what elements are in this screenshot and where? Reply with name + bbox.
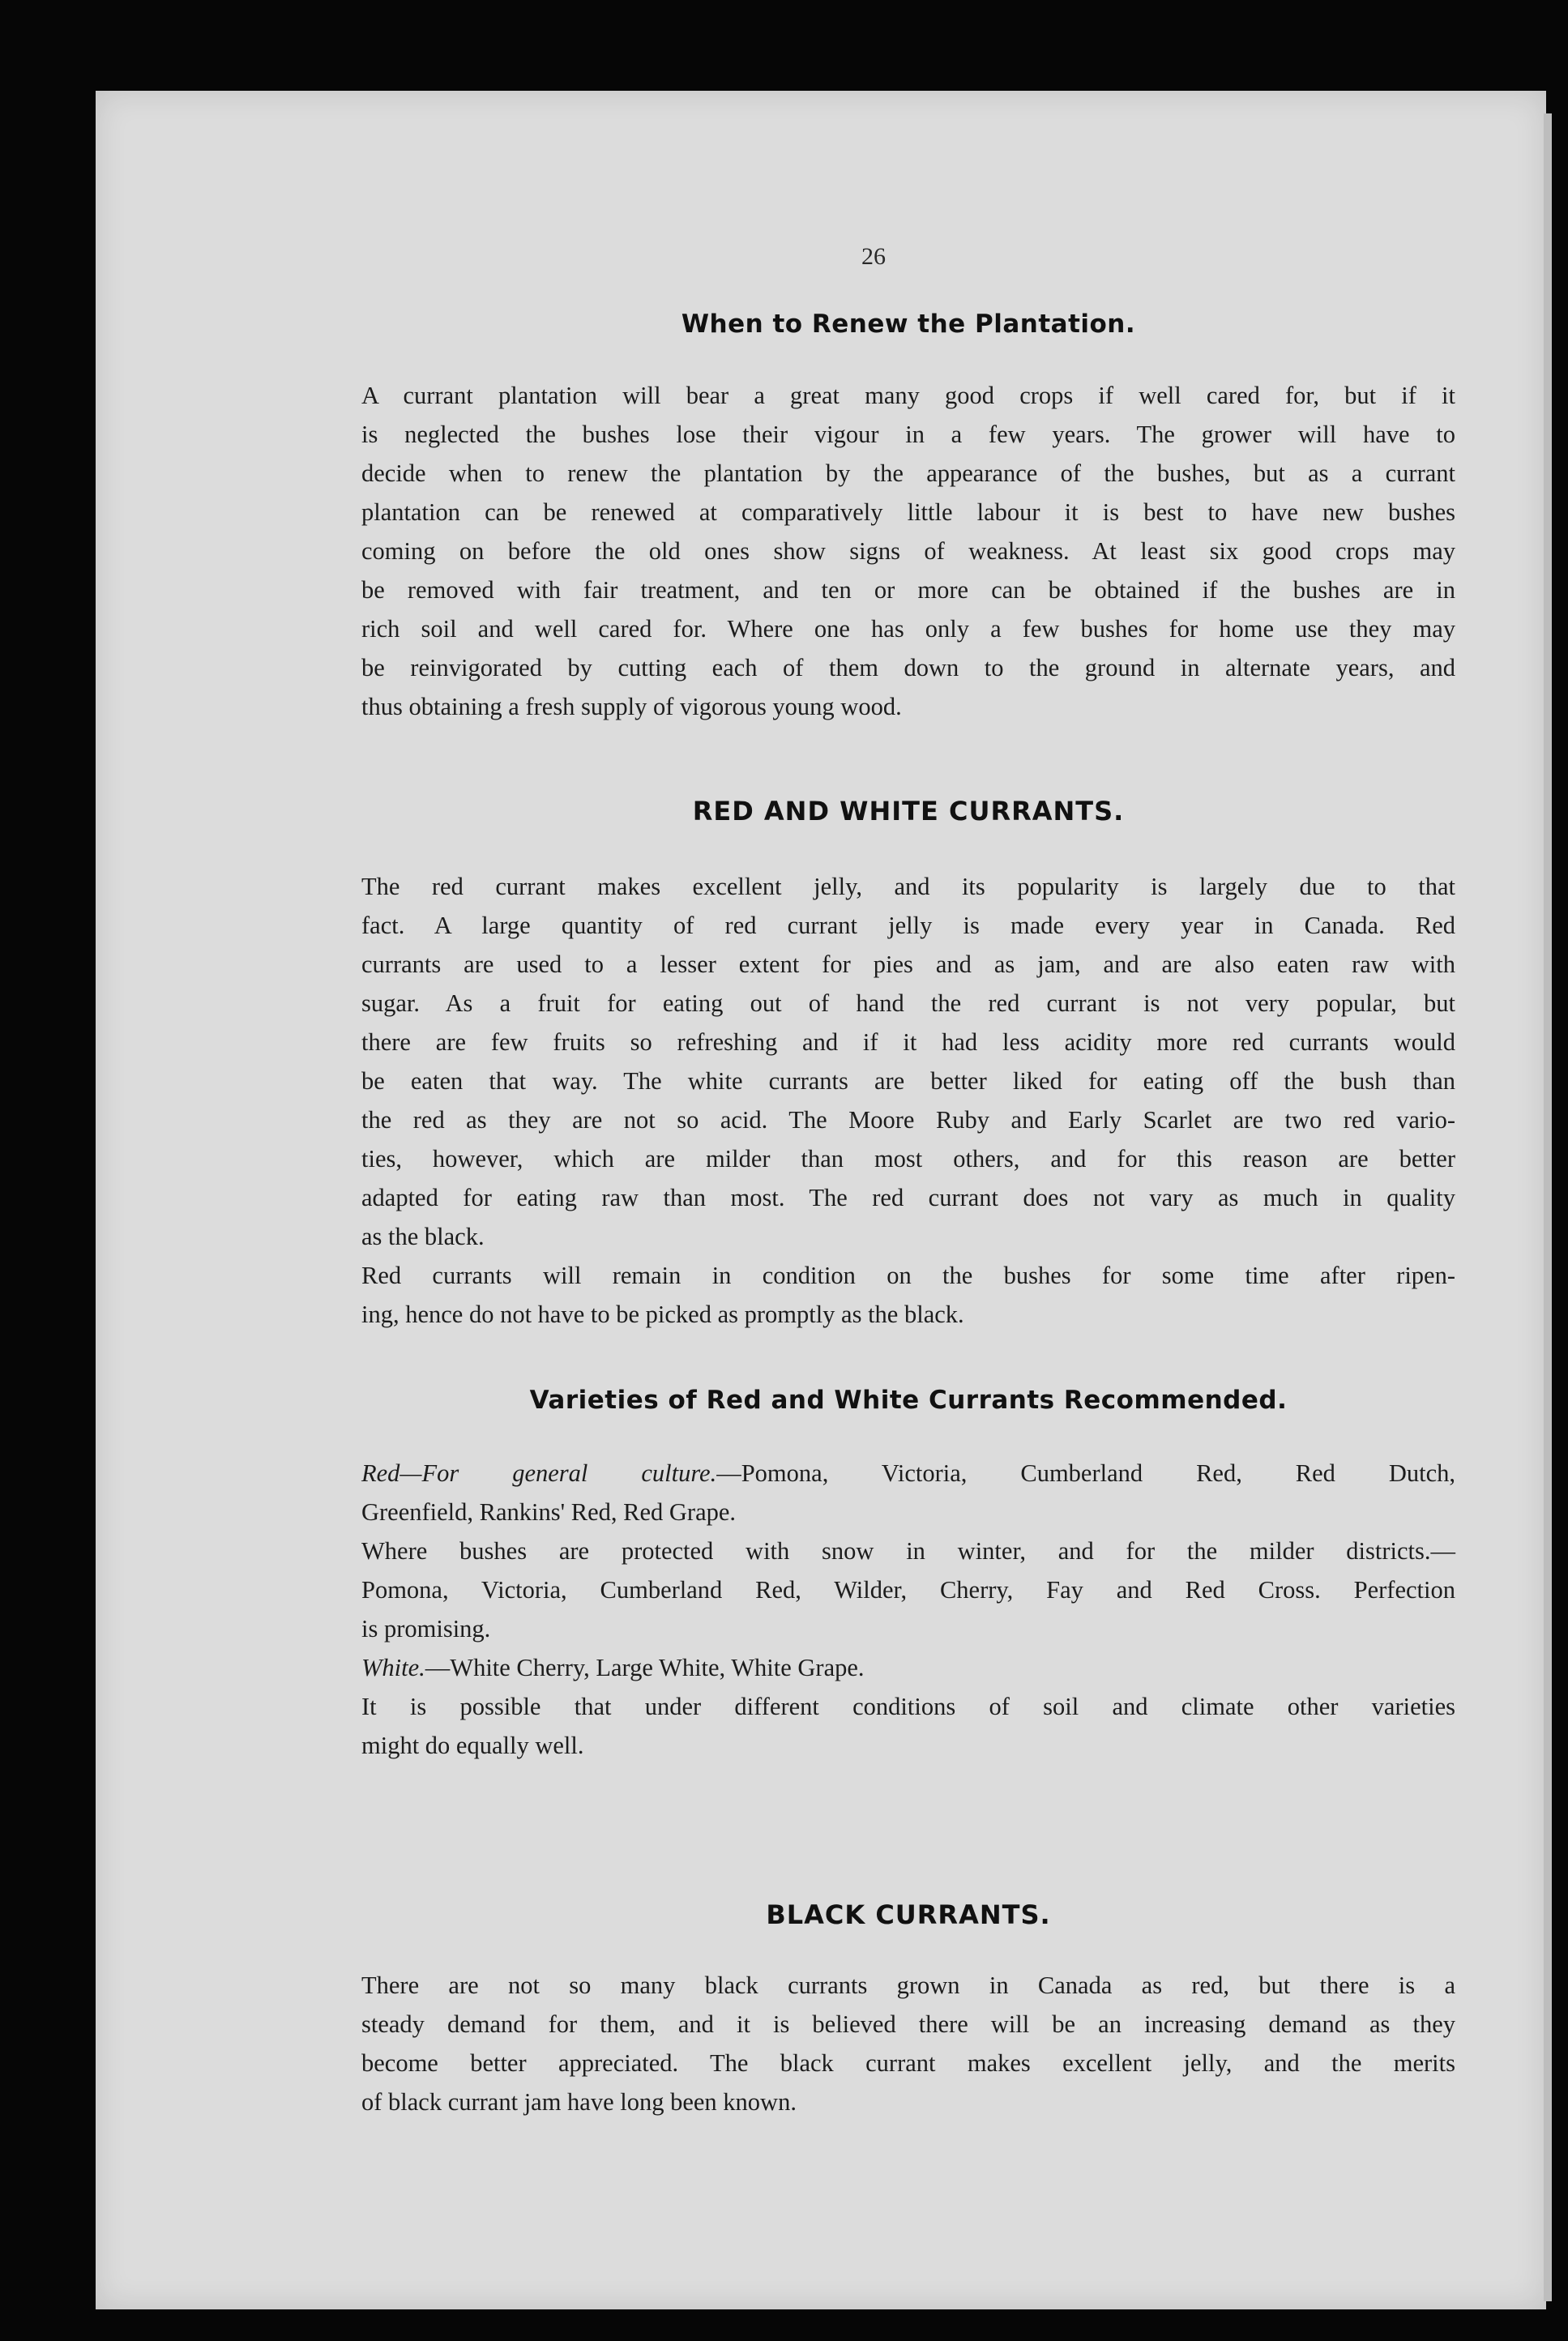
text-line: There are not so many black currants grown in Canada as red, but there is a [361,1971,1455,1999]
paragraph-varieties-protected [361,1531,1455,1648]
text-line: coming on before the old ones show signs of weakness. At least six good crops may [361,537,1455,565]
text-line [361,1454,1455,1493]
text-line: might do equally well. [361,1732,584,1759]
text-line: ties, however, which are milder than most others, and for this reason are better [361,1145,1455,1173]
paragraph-black-currants [361,1966,1455,2121]
text-line: thus obtaining a fresh supply of vigorous young wood. [361,693,902,720]
text-line [361,1648,1455,1687]
white-varieties-list: —White Cherry, Large White, White Grape. [425,1654,865,1681]
paragraph-red-white-1 [361,867,1455,1256]
paragraph-varieties-possible [361,1687,1455,1765]
paragraph-varieties-white [361,1648,1455,1687]
text-line: the red as they are not so acid. The Moore Ruby and Early Scarlet are two red vario- [361,1106,1455,1134]
page-edge [1544,113,1552,2301]
text-line: Greenfield, Rankins' Red, Red Grape. [361,1498,737,1526]
paragraph-red-white-2 [361,1256,1455,1334]
text-line: currants are used to a lesser extent for pies and as jam, and are also eaten raw with [361,950,1455,978]
text-line: adapted for eating raw than most. The red currant does not vary as much in quality [361,1184,1455,1211]
text-line: Pomona, Victoria, Cumberland Red, Wilder, Cherry, Fay and Red Cross. Perfection [361,1576,1455,1604]
text-line: be reinvigorated by cutting each of them down to the ground in alternate years, and [361,654,1455,681]
paragraph-renew [361,376,1455,726]
text-line: fact. A large quantity of red currant jelly is made every year in Canada. Red [361,912,1455,939]
text-line: be eaten that way. The white currants are better liked for eating off the bush than [361,1067,1455,1095]
page-number: 26 [861,243,886,270]
text-line: The red currant makes excellent jelly, and its popularity is largely due to that [361,873,1455,900]
text-line: plantation can be renewed at comparatively little labour it is best to have new bushes [361,498,1455,526]
text-line: of black currant jam have long been known. [361,2088,797,2116]
text-line: sugar. As a fruit for eating out of hand the red currant is not very popular, but [361,989,1455,1017]
text-line: there are few fruits so refreshing and if it had less acidity more red currants would [361,1028,1455,1056]
text-line: become better appreciated. The black currant makes excellent jelly, and the merits [361,2049,1455,2077]
text-line: is promising. [361,1615,491,1643]
text-line: ing, hence do not have to be picked as promptly as the black. [361,1301,964,1328]
text-line: It is possible that under different conditions of soil and climate other varieties [361,1693,1455,1720]
text-line: Where bushes are protected with snow in winter, and for the milder districts.— [361,1537,1455,1565]
label-white: White. [361,1654,425,1681]
text-line: Red currants will remain in condition on the bushes for some time after ripen- [361,1262,1455,1289]
heading-renew-plantation: When to Renew the Plantation. [681,310,1136,339]
red-varieties-list: —Pomona, Victoria, Cumberland Red, Red Dutch, [716,1459,1455,1487]
text-line: A currant plantation will bear a great many good crops if well cared for, but if it [361,382,1455,409]
text-line: steady demand for them, and it is believed there will be an increasing demand as they [361,2010,1455,2038]
label-red-general-culture: Red—For general culture. [361,1459,717,1487]
heading-varieties: Varieties of Red and White Currants Recommended. [529,1386,1288,1415]
text-line: be removed with fair treatment, and ten or more can be obtained if the bushes are in [361,576,1455,604]
heading-black-currants: BLACK CURRANTS. [766,1899,1051,1930]
text-line: is neglected the bushes lose their vigour in a few years. The grower will have to [361,421,1455,448]
text-line: rich soil and well cared for. Where one has only a few bushes for home use they may [361,615,1455,643]
heading-red-white-currants: RED AND WHITE CURRANTS. [692,796,1125,827]
text-line: decide when to renew the plantation by the appearance of the bushes, but as a currant [361,459,1455,487]
paragraph-varieties-red [361,1454,1455,1531]
text-line: as the black. [361,1223,485,1250]
